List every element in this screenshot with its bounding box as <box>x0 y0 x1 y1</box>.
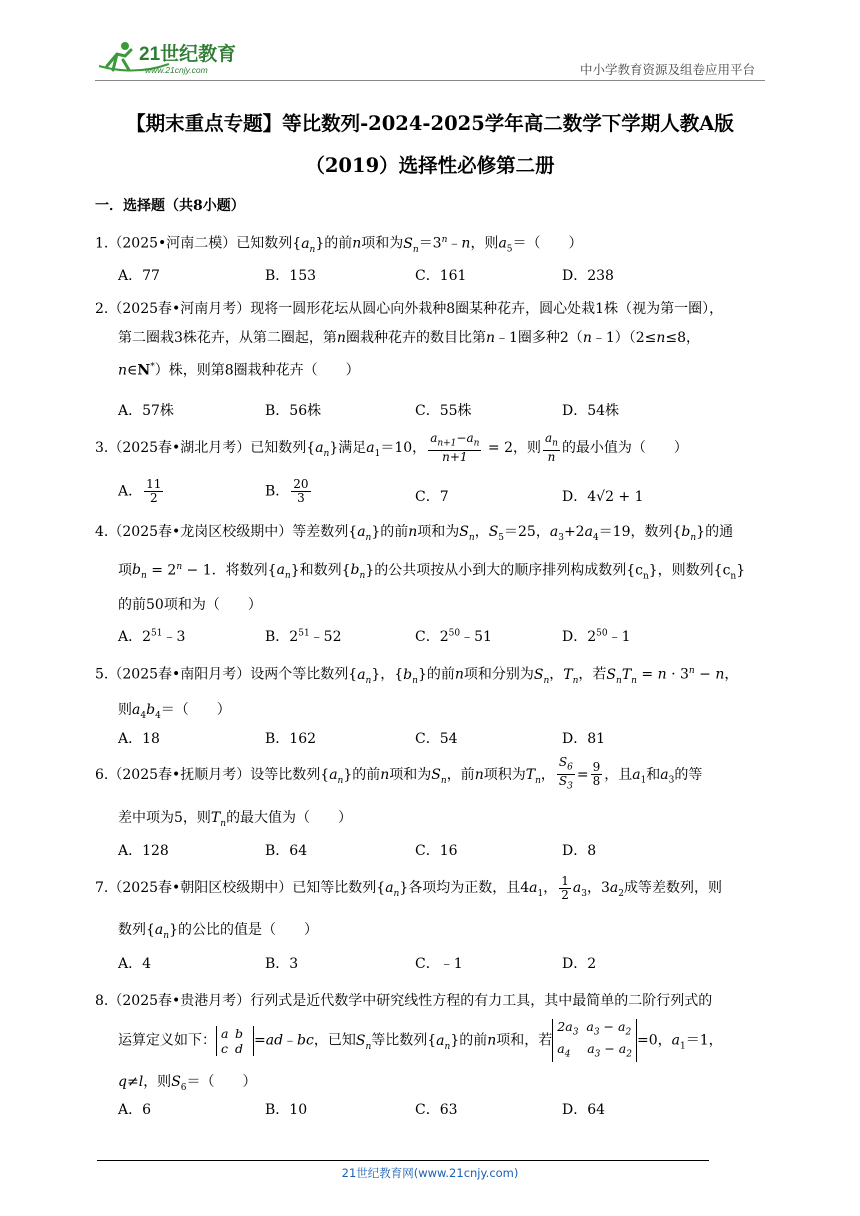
section-heading: 一．选择题（共8小题） <box>95 198 245 214</box>
q5-option-d[interactable]: D．81 <box>562 731 606 747</box>
q8-option-a[interactable]: A．6 <box>118 1102 152 1118</box>
q7-option-a[interactable]: A．4 <box>118 956 152 972</box>
q5-option-b[interactable]: B．162 <box>265 731 317 747</box>
q1-option-d[interactable]: D．238 <box>562 268 614 284</box>
q1-option-c[interactable]: C．161 <box>415 268 467 284</box>
q6-option-a[interactable]: A．128 <box>118 843 169 859</box>
q4-option-a[interactable]: A．$2^{51}﹣3$ <box>118 628 186 645</box>
q6-option-c[interactable]: C．16 <box>415 843 458 859</box>
q6-option-d[interactable]: D．8 <box>562 843 597 859</box>
site-logo <box>95 36 255 78</box>
q2-option-d[interactable]: D．54株 <box>562 403 620 419</box>
q4-option-d[interactable]: D．$2^{50}﹣1$ <box>562 628 631 645</box>
question-3: 3.（2025春•湖北月考）已知数列$\{a_n\}$满足$a_1=10$， $\frac{a_{n+1}-a_n}{n+1}$ = 2，则 $\frac{a_n}{n}$ 的最小值为（ ） <box>95 431 688 465</box>
q7-option-b[interactable]: B．3 <box>265 956 299 972</box>
logo-runner-icon <box>95 36 255 78</box>
q8-option-b[interactable]: B．10 <box>265 1102 308 1118</box>
q7-option-d[interactable]: D．2 <box>562 956 597 972</box>
q2-option-c[interactable]: C．55株 <box>415 403 472 419</box>
logo-url: www.21cnjy.com <box>145 65 208 75</box>
platform-name: 中小学教育资源及组卷应用平台 <box>579 62 755 77</box>
q5-option-a[interactable]: A．18 <box>118 731 160 747</box>
question-4: 4.（2025春•龙岗区校级期中）等差数列$\{a_n\}$的前n项和为$S_n$，$S_5=25$，$a_3+2a_4=19$，数列$\{b_n\}$的通 项$b_n = 2^n - 1$．将数列$\{a_n\}$和数列$\{b_n\}$的公共项按从小到大的顺序排列构成数列$\{c_n\}$，则数列$\{c_n\}$ 的前50项和为（ ） <box>95 524 746 614</box>
q5-option-c[interactable]: C．54 <box>415 731 458 747</box>
question-6: 6.（2025春•抚顺月考）设等比数列$\{a_n\}$的前n项和为$S_n$，前n项积为$T_n$， $\frac{S_6}{S_3}$ = $\frac{9}{8}$ ，且$a_1$和$a_3$的等 差中项为5，则$T_n$的最大值为（ ） <box>95 755 703 829</box>
q4-option-c[interactable]: C．$2^{50}﹣51$ <box>415 628 492 645</box>
q8-option-c[interactable]: C．63 <box>415 1102 458 1118</box>
question-8: 8.（2025春•贵港月考）行列式是近代数学中研究线性方程的有力工具，其中最简单的二阶行列式的 运算定义如下： a b c d =ad﹣bc，已知$S_n$等比数列$\{a_n\}$的前n项和，若 $2a_3$ $a_3 - a_2$ $a_4$ $a_3 - a_2$ =0，$a_1=1$， q≠l，则$S_6=$（ ） <box>95 993 723 1094</box>
q1-option-b[interactable]: B．153 <box>265 268 317 284</box>
q2-option-b[interactable]: B．56株 <box>265 403 322 419</box>
q3-option-c[interactable]: C．7 <box>415 489 449 505</box>
question-7: 7.（2025春•朝阳区校级期中）已知等比数列$\{a_n\}$各项均为正数，且$4a_1$， $\frac{1}{2}$ $a_3$，$3a_2$成等差数列，则 数列$\{a_n\}$的公比的值是（ ） <box>95 873 723 941</box>
logo-text: 21世纪教育 <box>139 44 237 65</box>
footer-divider <box>97 1160 709 1161</box>
q8-option-d[interactable]: D．64 <box>562 1102 606 1118</box>
question-2: 2.（2025春•河南月考）现将一圆形花坛从圆心向外栽种8圈某种花卉，圆心处栽1株（视为第一圈）， 第二圈栽3株花卉，从第二圈起，第n圈栽种花卉的数目比第n﹣1圈多种2（n﹣1）（2≤n≤8， n∈N*）株，则第8圈栽种花卉（ ） <box>95 301 724 379</box>
question-5: 5.（2025春•南阳月考）设两个等比数列$\{a_n\}$，$\{b_n\}$的前n项和分别为$S_n$，$T_n$，若$S_nT_n = n \cdot 3^n - n$， 则$a_4b_4=$（ ） <box>95 666 739 722</box>
q4-option-b[interactable]: B．$2^{51}﹣52$ <box>265 628 342 645</box>
q3-option-d[interactable]: D．4√2 + 1 <box>562 489 644 505</box>
q1-option-a[interactable]: A．77 <box>118 268 160 284</box>
doc-title-line2: （2019）选择性必修第二册 <box>305 154 555 177</box>
q7-option-c[interactable]: C．﹣1 <box>415 956 463 972</box>
doc-title-line1: 【期末重点专题】等比数列-2024-2025学年高二数学下学期人教A版 <box>126 112 734 135</box>
q2-option-a[interactable]: A．57株 <box>118 403 174 419</box>
footer-link[interactable]: 21世纪教育网(www.21cnjy.com) <box>341 1166 519 1180</box>
header-divider <box>95 80 765 81</box>
question-1: 1.（2025•河南二模）已知数列$\{a_n\}$的前n项和为$S_n=3^n﹣n$，则$a_5=$（ ） <box>95 235 583 255</box>
q6-option-b[interactable]: B．64 <box>265 843 308 859</box>
q3-option-b[interactable]: B． $\frac{20}{3}$ <box>265 477 309 505</box>
q3-option-a[interactable]: A． $\frac{11}{2}$ <box>118 477 162 505</box>
